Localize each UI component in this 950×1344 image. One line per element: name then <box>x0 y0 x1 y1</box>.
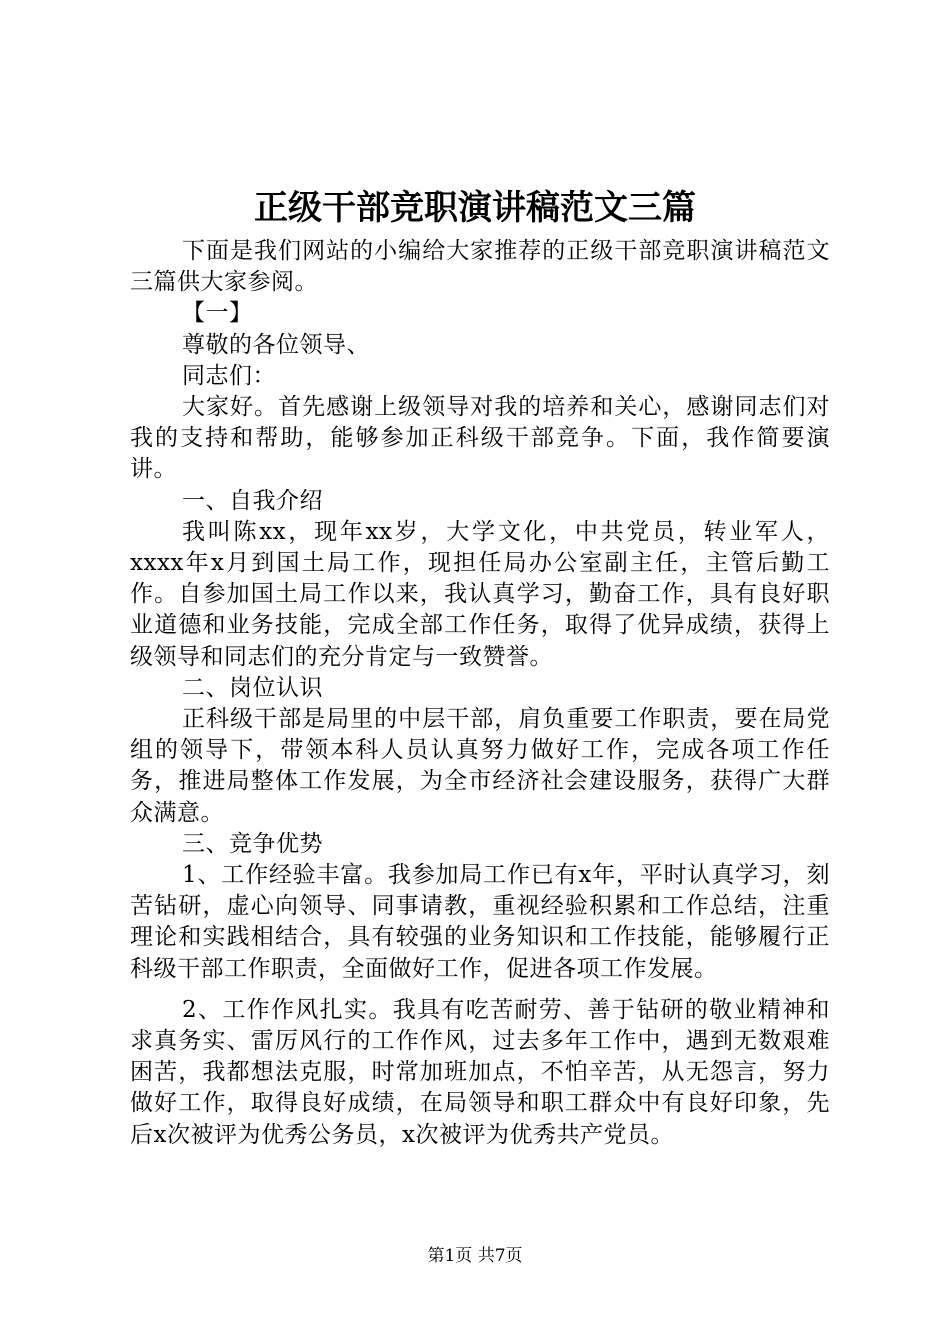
paragraph-intro: 下面是我们网站的小编给大家推荐的正级干部竞职演讲稿范文三篇供大家参阅。 <box>130 238 830 296</box>
salutation-line: 尊敬的各位领导、 <box>182 331 370 358</box>
paragraph-greeting: 大家好。首先感谢上级领导对我的培养和关心，感谢同志们对我的支持和帮助，能够参加正科级干部竞争。下面，我作简要演讲。 <box>130 394 830 483</box>
paragraph-position: 正科级干部是局里的中层干部，肩负重要工作职责，要在局党组的领导下，带领本科人员认真努力做好工作，完成各项工作任务，推进局整体工作发展，为全市经济社会建设服务，获得广大群众满意。 <box>130 706 830 826</box>
document-body <box>130 236 830 1151</box>
document-title: 正级干部竞职演讲稿范文三篇 <box>254 188 696 228</box>
paragraph-self-intro: 我叫陈xx，现年xx岁，大学文化，中共党员，转业军人，xxxx年x月到国土局工作，现担任局办公室副主任，主管后勤工作。自参加国土局工作以来，我认真学习，勤奋工作，具有良好职业道德和业务技能，完成全部工作任务，取得了优异成绩，获得上级领导和同志们的充分肯定与一致赞誉。 <box>130 518 830 670</box>
section-heading: 二、岗位认识 <box>182 674 323 701</box>
section-heading: 一、自我介绍 <box>182 487 323 514</box>
paragraph-advantage-2: 2、工作作风扎实。我具有吃苦耐劳、善于钻研的敬业精神和求真务实、雷厉风行的工作作风，过去多年工作中，遇到无数艰难困苦，我都想法克服，时常加班加点，不怕辛苦，从无怨言，努力做好工作，取得良好成绩，在局领导和职工群众中有良好印象，先后x次被评为优秀公务员，x次被评为优秀共产党员。 <box>130 996 830 1148</box>
page-footer: 第1页 共7页 <box>427 1246 523 1266</box>
paragraph-advantage-1: 1、工作经验丰富。我参加局工作已有x年，平时认真学习，刻苦钻研，虚心向领导、同事请教，重视经验积累和工作总结，注重理论和实践相结合，具有较强的业务知识和工作技能，能够履行正科级干部工作职责，全面做好工作，促进各项工作发展。 <box>130 862 830 982</box>
section-marker: 【一】 <box>182 300 253 327</box>
salutation-line: 同志们： <box>182 362 276 389</box>
section-heading: 三、竞争优势 <box>182 830 323 857</box>
